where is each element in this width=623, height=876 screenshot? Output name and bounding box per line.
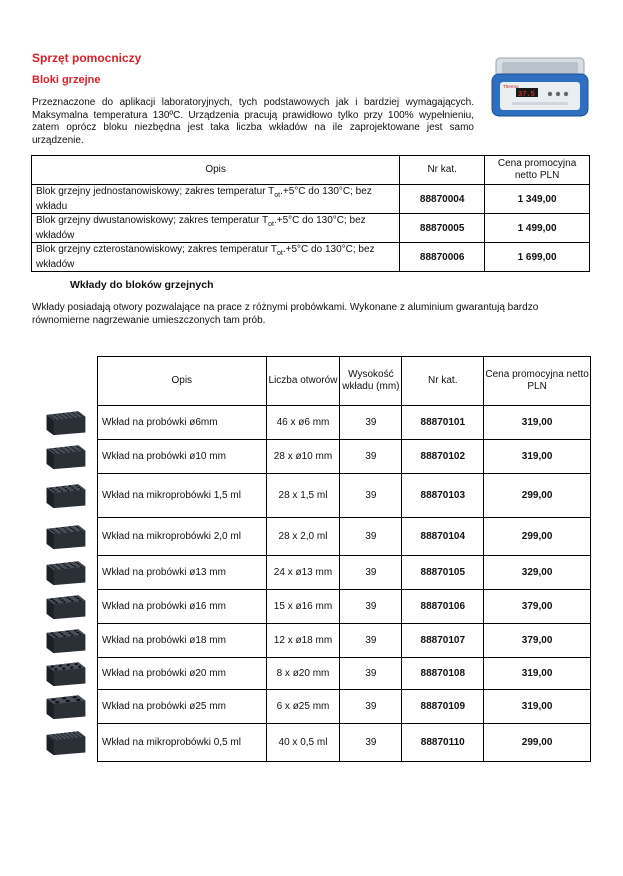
- row-code: 88870108: [402, 658, 484, 690]
- insert-block-icon: [40, 657, 92, 687]
- section-title: Sprzęt pomocniczy: [32, 51, 142, 65]
- col-header-price: Cena promocyjna netto PLN: [484, 357, 591, 406]
- table-row: [32, 243, 590, 272]
- insert-block-icon: [40, 479, 92, 509]
- row-holes: 6 x ø25 mm: [266, 690, 340, 724]
- row-price: 319,00: [484, 690, 591, 724]
- row-price: 319,00: [484, 406, 591, 440]
- table-row: [98, 440, 591, 474]
- insert-block-icon: [40, 520, 92, 550]
- table-row: [32, 185, 590, 214]
- row-height: 39: [340, 658, 402, 690]
- row-holes: 40 x 0,5 ml: [266, 724, 340, 762]
- row-price: 329,00: [484, 556, 591, 590]
- row-desc: Wkład na probówki ø18 mm: [98, 624, 267, 658]
- row-code: 88870101: [402, 406, 484, 440]
- row-height: 39: [340, 474, 402, 518]
- table-row: [98, 658, 591, 690]
- row-height: 39: [340, 624, 402, 658]
- row-desc: Wkład na mikroprobówki 0,5 ml: [98, 724, 267, 762]
- row-desc: Wkład na probówki ø13 mm: [98, 556, 267, 590]
- table-row: [98, 624, 591, 658]
- row-holes: 28 x 1,5 ml: [266, 474, 340, 518]
- heating-block-device-image: [482, 52, 598, 122]
- row-desc: Wkład na probówki ø6mm: [98, 406, 267, 440]
- col-header-price: Cena promocyjna netto PLN: [485, 156, 590, 185]
- row-height: 39: [340, 440, 402, 474]
- row-holes: 8 x ø20 mm: [266, 658, 340, 690]
- table-row: [98, 690, 591, 724]
- row-price: 319,00: [484, 440, 591, 474]
- row-height: 39: [340, 518, 402, 556]
- table-row: [98, 406, 591, 440]
- row-price: 299,00: [484, 724, 591, 762]
- col-header-holes: Liczba otworów: [266, 357, 340, 406]
- row-height: 39: [340, 556, 402, 590]
- insert-block-icon: [40, 726, 92, 756]
- row-desc: Wkład na probówki ø10 mm: [98, 440, 267, 474]
- row-desc: Blok grzejny dwustanowiskowy; zakres temperatur $T_{ot}.+5^\circ C$ do 130°C; bez wkładów: [32, 214, 400, 243]
- row-code: 88870006: [400, 243, 485, 272]
- table-row: [32, 214, 590, 243]
- row-code: 88870104: [402, 518, 484, 556]
- row-holes: 15 x ø16 mm: [266, 590, 340, 624]
- inserts-intro: Wkłady posiadają otwory pozwalające na prace z różnymi probówkami. Wykonane z aluminium gwarantują bardzo równomierne nagrzewanie umieszczonych tam prób.: [32, 302, 539, 326]
- row-code: 88870004: [400, 185, 485, 214]
- insert-block-icon: [40, 590, 92, 620]
- row-desc: Wkład na probówki ø16 mm: [98, 590, 267, 624]
- table-row: [98, 518, 591, 556]
- col-header-desc: Opis: [98, 357, 267, 406]
- device-brand: Thermo: [503, 84, 519, 89]
- row-price: 319,00: [484, 658, 591, 690]
- row-desc: Wkład na mikroprobówki 2,0 ml: [98, 518, 267, 556]
- row-code: 88870110: [402, 724, 484, 762]
- table-header-row: [32, 156, 590, 185]
- row-price: 299,00: [484, 474, 591, 518]
- row-desc: Wkład na probówki ø20 mm: [98, 658, 267, 690]
- insert-block-icon: [40, 624, 92, 654]
- row-code: 88870005: [400, 214, 485, 243]
- row-holes: 24 x ø13 mm: [266, 556, 340, 590]
- row-height: 39: [340, 406, 402, 440]
- heating-blocks-table: [31, 155, 590, 272]
- row-desc: Wkład na probówki ø25 mm: [98, 690, 267, 724]
- inserts-table: [97, 356, 591, 762]
- table-row: [98, 590, 591, 624]
- row-holes: 28 x 2,0 ml: [266, 518, 340, 556]
- intro-text: Przeznaczone do aplikacji laboratoryjnych, tych podstawowych jak i bardziej wymagających. Maksymalna temperatura 130ºC. Urządzenia pracują prawidłowo tylko przy 100% wypełnieniu, zatem oprócz bloku niezbędna jest taka liczba wkładów na ile zaprojektowane jest samo urządzenie.: [32, 97, 474, 146]
- table-header-row: [98, 357, 591, 406]
- col-header-code: Nr kat.: [402, 357, 484, 406]
- row-height: 39: [340, 590, 402, 624]
- row-desc: Blok grzejny jednostanowiskowy; zakres temperatur $T_{ot}.+5^\circ C$ do 130°C; bez wkładu: [32, 185, 400, 214]
- row-code: 88870105: [402, 556, 484, 590]
- row-holes: 28 x ø10 mm: [266, 440, 340, 474]
- col-header-code: Nr kat.: [400, 156, 485, 185]
- col-header-height: Wysokość wkładu (mm): [340, 357, 402, 406]
- table-row: [98, 474, 591, 518]
- row-holes: 12 x ø18 mm: [266, 624, 340, 658]
- table-row: [98, 556, 591, 590]
- insert-block-icon: [40, 440, 92, 470]
- row-code: 88870106: [402, 590, 484, 624]
- row-desc: Wkład na mikroprobówki 1,5 ml: [98, 474, 267, 518]
- row-height: 39: [340, 690, 402, 724]
- row-price: 1 699,00: [485, 243, 590, 272]
- inserts-title: Wkłady do bloków grzejnych: [70, 279, 214, 291]
- row-height: 39: [340, 724, 402, 762]
- row-price: 1 499,00: [485, 214, 590, 243]
- insert-block-icon: [40, 690, 92, 720]
- insert-block-icon: [40, 556, 92, 586]
- row-code: 88870109: [402, 690, 484, 724]
- device-display: 37.5: [518, 91, 535, 99]
- insert-block-icon: [40, 406, 92, 436]
- subsection-title: Bloki grzejne: [32, 74, 101, 86]
- row-price: 379,00: [484, 624, 591, 658]
- row-desc: Blok grzejny czterostanowiskowy; zakres temperatur $T_{ot}.+5^\circ C$ do 130°C; bez wkładów: [32, 243, 400, 272]
- row-code: 88870102: [402, 440, 484, 474]
- row-code: 88870107: [402, 624, 484, 658]
- row-holes: 46 x ø6 mm: [266, 406, 340, 440]
- row-price: 1 349,00: [485, 185, 590, 214]
- row-code: 88870103: [402, 474, 484, 518]
- table-row: [98, 724, 591, 762]
- col-header-desc: Opis: [32, 156, 400, 185]
- row-price: 379,00: [484, 590, 591, 624]
- row-price: 299,00: [484, 518, 591, 556]
